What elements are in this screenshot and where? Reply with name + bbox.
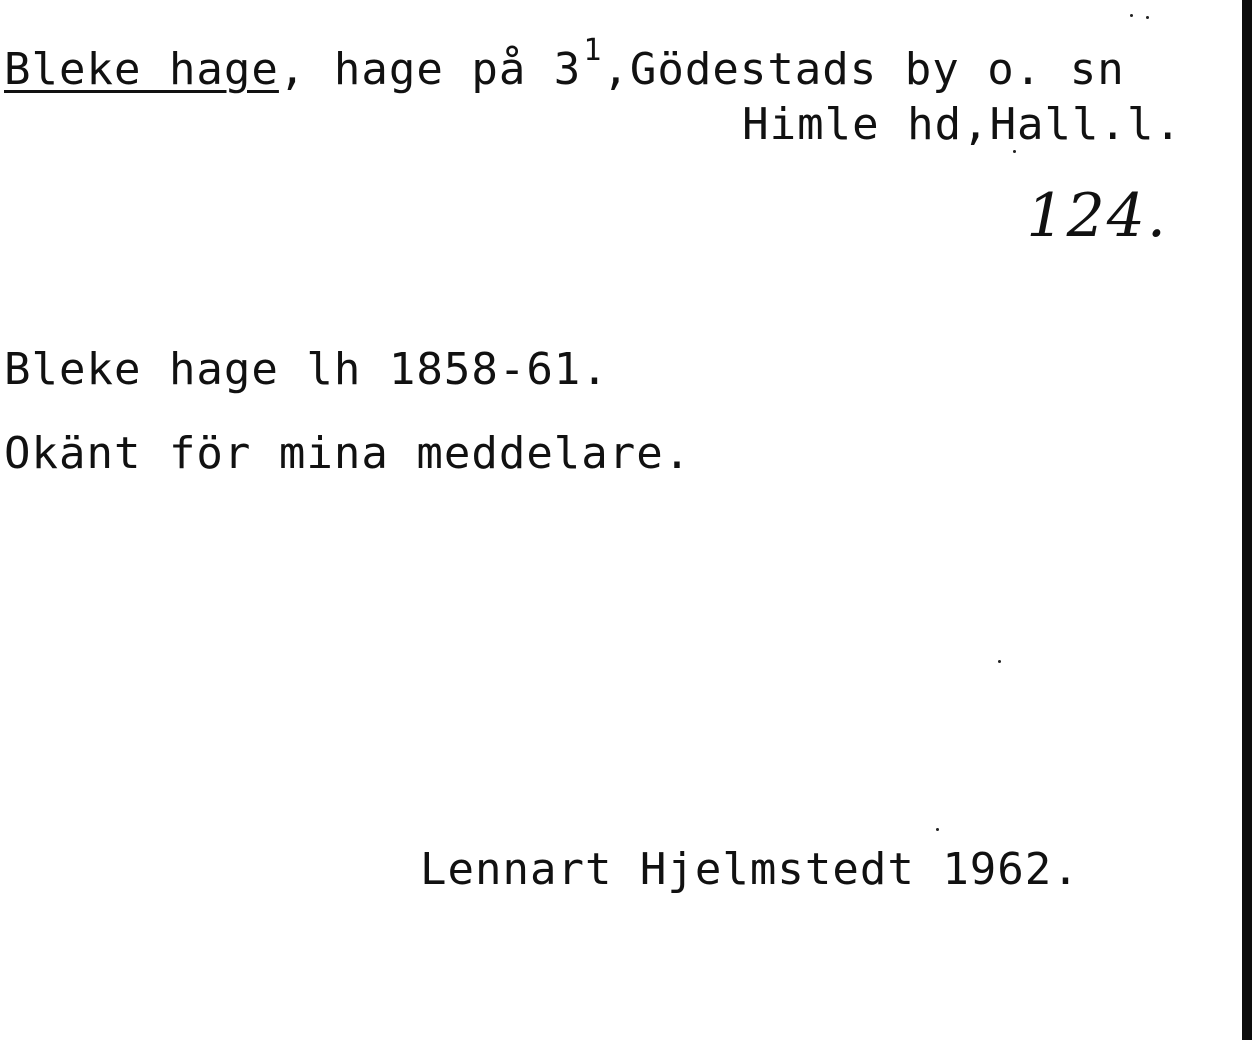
signature-line: Lennart Hjelmstedt 1962. bbox=[420, 844, 1080, 895]
entry-record-line: Bleke hage lh 1858-61. bbox=[4, 344, 609, 395]
handwritten-card-number: 124. bbox=[1026, 181, 1168, 251]
location-line: Himle hd,Hall.l. bbox=[742, 99, 1182, 150]
scan-speck bbox=[936, 828, 939, 831]
scan-speck bbox=[1130, 14, 1133, 17]
entry-note-line: Okänt för mina meddelare. bbox=[4, 428, 692, 479]
card-edge-border bbox=[1242, 0, 1252, 1040]
card-title-line bbox=[4, 33, 1125, 95]
title-description-suffix: ,Gödestads by o. sn bbox=[602, 44, 1125, 95]
title-description-prefix: , hage på 3 bbox=[278, 44, 582, 95]
scan-speck bbox=[998, 660, 1001, 663]
scan-speck bbox=[1013, 150, 1016, 153]
scan-speck bbox=[1146, 16, 1149, 19]
title-superscript: 1 bbox=[583, 33, 603, 68]
headword: Bleke hage bbox=[4, 44, 279, 95]
